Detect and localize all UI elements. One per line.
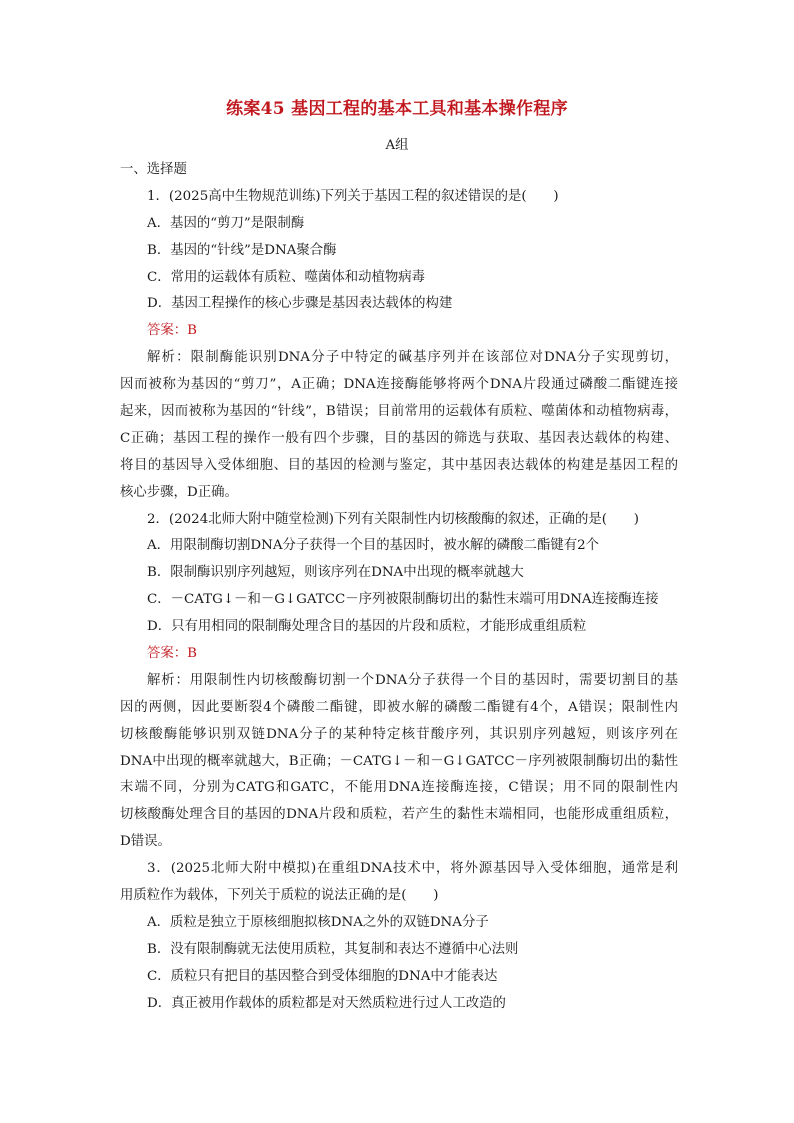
question-3-stem: 3．(2025北师大附中模拟)在重组DNA技术中，将外源基因导入受体细胞，通常是利 bbox=[147, 861, 678, 877]
question-2-option-c: C．－CATG↓－和－G↓GATCC－序列被限制酶切出的黏性末端可用DNA连接酶连接 bbox=[147, 592, 659, 608]
question-2-explanation-line: 切核酸酶能够识别双链DNA分子的某种特定核苷酸序列，其识别序列越短，则该序列在 bbox=[120, 726, 678, 742]
question-1-explanation-line: 解析：限制酶能识别DNA分子中特定的碱基序列并在该部位对DNA分子实现剪切， bbox=[147, 350, 678, 366]
section-heading: 一、选择题 bbox=[120, 162, 187, 177]
question-3-option-a: A．质粒是独立于原核细胞拟核DNA之外的双链DNA分子 bbox=[147, 914, 489, 930]
question-3-option-b: B．没有限制酶就无法使用质粒，其复制和表达不遵循中心法则 bbox=[147, 941, 519, 957]
question-2-option-b: B．限制酶识别序列越短，则该序列在DNA中出现的概率就越大 bbox=[147, 565, 524, 581]
question-1-option-a: A．基因的“剪刀”是限制酶 bbox=[147, 215, 305, 231]
question-1-explanation-line: 因而被称为基因的“剪刀”，A正确；DNA连接酶能够将两个DNA片段通过磷酸二酯键连接 bbox=[120, 377, 678, 393]
question-2-option-d: D．只有用相同的限制酶处理含目的基因的片段和质粒，才能形成重组质粒 bbox=[147, 619, 587, 635]
question-1-option-b: B．基因的“针线”是DNA聚合酶 bbox=[147, 242, 337, 258]
question-1-option-c: C．常用的运载体有质粒、噬菌体和动植物病毒 bbox=[147, 269, 426, 285]
question-1-explanation-line: 起来，因而被称为基因的“针线”，B错误；目前常用的运载体有质粒、噬菌体和动植物病毒， bbox=[120, 404, 678, 420]
question-3-option-d: D．真正被用作载体的质粒都是对天然质粒进行过人工改造的 bbox=[147, 995, 506, 1011]
question-2-explanation-line: 因的两侧，因此要断裂4个磷酸二酯键，即被水解的磷酸二酯键有4个，A错误；限制性内 bbox=[120, 699, 678, 715]
question-2-answer: 答案：B bbox=[147, 646, 198, 662]
question-2-explanation-line: D错误。 bbox=[120, 834, 171, 850]
page-title: 练案45 基因工程的基本工具和基本操作程序 bbox=[226, 99, 568, 119]
question-1-explanation-line: 核心步骤，D正确。 bbox=[120, 484, 238, 500]
question-2-explanation-line: 末端不同，分别为CATG和GATC，不能用DNA连接酶连接，C错误；用不同的限制性内 bbox=[120, 780, 678, 796]
question-1-stem: 1．(2025高中生物规范训练)下列关于基因工程的叙述错误的是( ) bbox=[147, 188, 559, 204]
question-2-explanation-line: 切核酸酶处理含目的基因的DNA片段和质粒，若产生的黏性末端相同，也能形成重组质粒， bbox=[120, 807, 678, 823]
question-2-option-a: A．用限制酶切割DNA分子获得一个目的基因时，被水解的磷酸二酯键有2个 bbox=[147, 538, 600, 554]
group-label: A组 bbox=[385, 138, 409, 153]
question-2-explanation-line: 解析：用限制性内切核酸酶切割一个DNA分子获得一个目的基因时，需要切割目的基 bbox=[147, 672, 678, 688]
question-1-explanation-line: 将目的基因导入受体细胞、目的基因的检测与鉴定，其中基因表达载体的构建是基因工程的 bbox=[120, 457, 678, 473]
document-body bbox=[120, 157, 678, 1018]
question-1-option-d: D．基因工程操作的核心步骤是基因表达载体的构建 bbox=[147, 296, 453, 312]
question-2-explanation-line: DNA中出现的概率就越大，B正确；－CATG↓－和－G↓GATCC－序列被限制酶切出的黏性 bbox=[120, 753, 678, 769]
question-1-answer: 答案：B bbox=[147, 323, 198, 339]
question-2-stem: 2．(2024北师大附中随堂检测)下列有关限制性内切核酸酶的叙述，正确的是( ) bbox=[147, 511, 639, 527]
question-3-option-c: C．质粒只有把目的基因整合到受体细胞的DNA中才能表达 bbox=[147, 968, 498, 984]
question-3-stem-continued: 用质粒作为载体，下列关于质粒的说法正确的是( ) bbox=[120, 888, 439, 904]
question-1-explanation-line: C正确；基因工程的操作一般有四个步骤，目的基因的筛选与获取、基因表达载体的构建、 bbox=[120, 430, 678, 446]
